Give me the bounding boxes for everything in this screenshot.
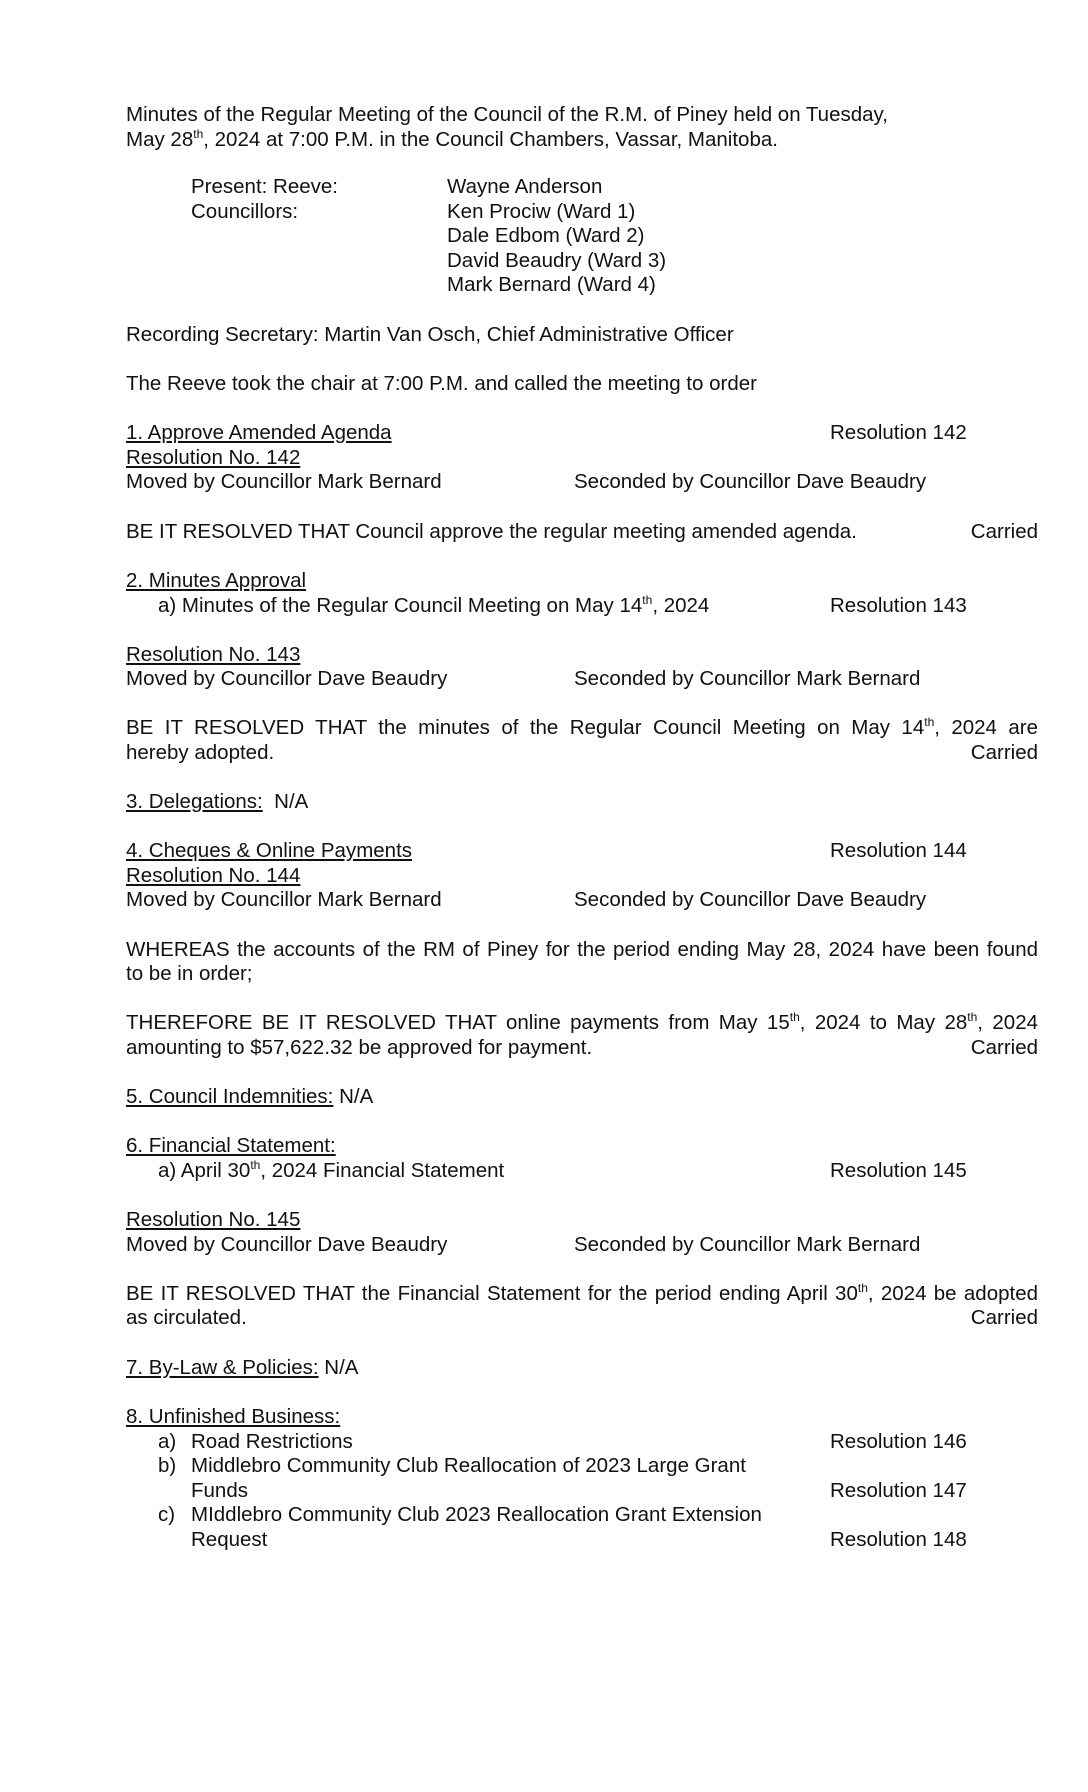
resolution-text-cont: hereby adopted.	[126, 741, 275, 764]
resolution-ref: Resolution 148	[830, 1528, 967, 1551]
councillor-name: Ken Prociw (Ward 1)	[447, 200, 636, 223]
section-1-heading: 1. Approve Amended Agenda	[126, 421, 392, 444]
moved-by: Moved by Councillor Mark Bernard	[126, 470, 442, 493]
resolution-text: BE IT RESOLVED THAT the minutes of the Regular Council Meeting on May 14th, 2024 are	[126, 715, 1039, 739]
header-line-1: Minutes of the Regular Meeting of the Council of the R.M. of Piney held on Tuesday,	[126, 103, 888, 126]
carried-status: Carried	[970, 1306, 1038, 1329]
resolution-ref: Resolution 142	[830, 421, 967, 444]
seconded-by: Seconded by Councillor Mark Bernard	[574, 1233, 921, 1256]
resolution-ref: Resolution 147	[830, 1479, 967, 1502]
section-8-heading: 8. Unfinished Business:	[126, 1405, 341, 1428]
councillor-name: Dale Edbom (Ward 2)	[447, 224, 645, 247]
whereas-text-cont: to be in order;	[126, 962, 253, 985]
agenda-item: a) Minutes of the Regular Council Meeting on May 14th, 2024	[158, 593, 710, 617]
resolution-number: Resolution No. 145	[126, 1208, 301, 1231]
section-2-heading: 2. Minutes Approval	[126, 569, 307, 592]
carried-status: Carried	[970, 520, 1038, 543]
resolution-text: BE IT RESOLVED THAT the Financial Statement for the period ending April 30th, 2024 be adopted	[126, 1281, 1038, 1305]
carried-status: Carried	[970, 741, 1038, 764]
header-line-2: May 28th, 2024 at 7:00 P.M. in the Council Chambers, Vassar, Manitoba.	[126, 127, 778, 151]
list-marker: a)	[158, 1430, 177, 1453]
whereas-text: WHEREAS the accounts of the RM of Piney for the period ending May 28, 2024 have been found	[126, 938, 1038, 961]
call-to-order: The Reeve took the chair at 7:00 P.M. and called the meeting to order	[126, 372, 757, 395]
councillor-name: Mark Bernard (Ward 4)	[447, 273, 656, 296]
therefore-text: THEREFORE BE IT RESOLVED THAT online payments from May 15th, 2024 to May 28th, 2024	[126, 1010, 1038, 1034]
agenda-item-cont: Funds	[191, 1479, 248, 1502]
moved-by: Moved by Councillor Dave Beaudry	[126, 667, 448, 690]
section-7-value: N/A	[324, 1356, 359, 1379]
resolution-ref: Resolution 145	[830, 1159, 967, 1182]
seconded-by: Seconded by Councillor Dave Beaudry	[574, 470, 927, 493]
agenda-item-cont: Request	[191, 1528, 268, 1551]
section-3-heading: 3. Delegations:	[126, 790, 263, 813]
agenda-item: Road Restrictions	[191, 1430, 353, 1453]
seconded-by: Seconded by Councillor Mark Bernard	[574, 667, 921, 690]
moved-by: Moved by Councillor Dave Beaudry	[126, 1233, 448, 1256]
resolution-text-cont: as circulated.	[126, 1306, 247, 1329]
resolution-ref: Resolution 143	[830, 594, 967, 617]
reeve-label: Present: Reeve:	[191, 175, 338, 198]
seconded-by: Seconded by Councillor Dave Beaudry	[574, 888, 927, 911]
carried-status: Carried	[970, 1036, 1038, 1059]
section-3	[126, 790, 308, 815]
section-4-heading: 4. Cheques & Online Payments	[126, 839, 413, 862]
councillor-name: David Beaudry (Ward 3)	[447, 249, 667, 272]
agenda-item: a) April 30th, 2024 Financial Statement	[158, 1158, 505, 1182]
agenda-item: MIddlebro Community Club 2023 Reallocation Grant Extension	[191, 1503, 762, 1526]
resolution-ref: Resolution 146	[830, 1430, 967, 1453]
list-marker: c)	[158, 1503, 176, 1526]
section-5-heading: 5. Council Indemnities:	[126, 1085, 334, 1108]
therefore-text-cont: amounting to $57,622.32 be approved for payment.	[126, 1036, 593, 1059]
resolution-number: Resolution No. 144	[126, 864, 301, 887]
resolution-text: BE IT RESOLVED THAT Council approve the regular meeting amended agenda.	[126, 520, 857, 543]
resolution-number: Resolution No. 142	[126, 446, 301, 469]
section-7	[126, 1356, 358, 1381]
list-marker: b)	[158, 1454, 177, 1477]
section-5	[126, 1085, 373, 1110]
moved-by: Moved by Councillor Mark Bernard	[126, 888, 442, 911]
section-6-heading: 6. Financial Statement:	[126, 1134, 336, 1157]
section-5-value: N/A	[339, 1085, 374, 1108]
resolution-number: Resolution No. 143	[126, 643, 301, 666]
section-3-value: N/A	[274, 790, 309, 813]
reeve-name: Wayne Anderson	[447, 175, 603, 198]
resolution-ref: Resolution 144	[830, 839, 967, 862]
recording-secretary: Recording Secretary: Martin Van Osch, Chief Administrative Officer	[126, 323, 734, 346]
agenda-item: Middlebro Community Club Reallocation of 2023 Large Grant	[191, 1454, 746, 1477]
councillors-label: Councillors:	[191, 200, 299, 223]
section-7-heading: 7. By-Law & Policies:	[126, 1356, 319, 1379]
